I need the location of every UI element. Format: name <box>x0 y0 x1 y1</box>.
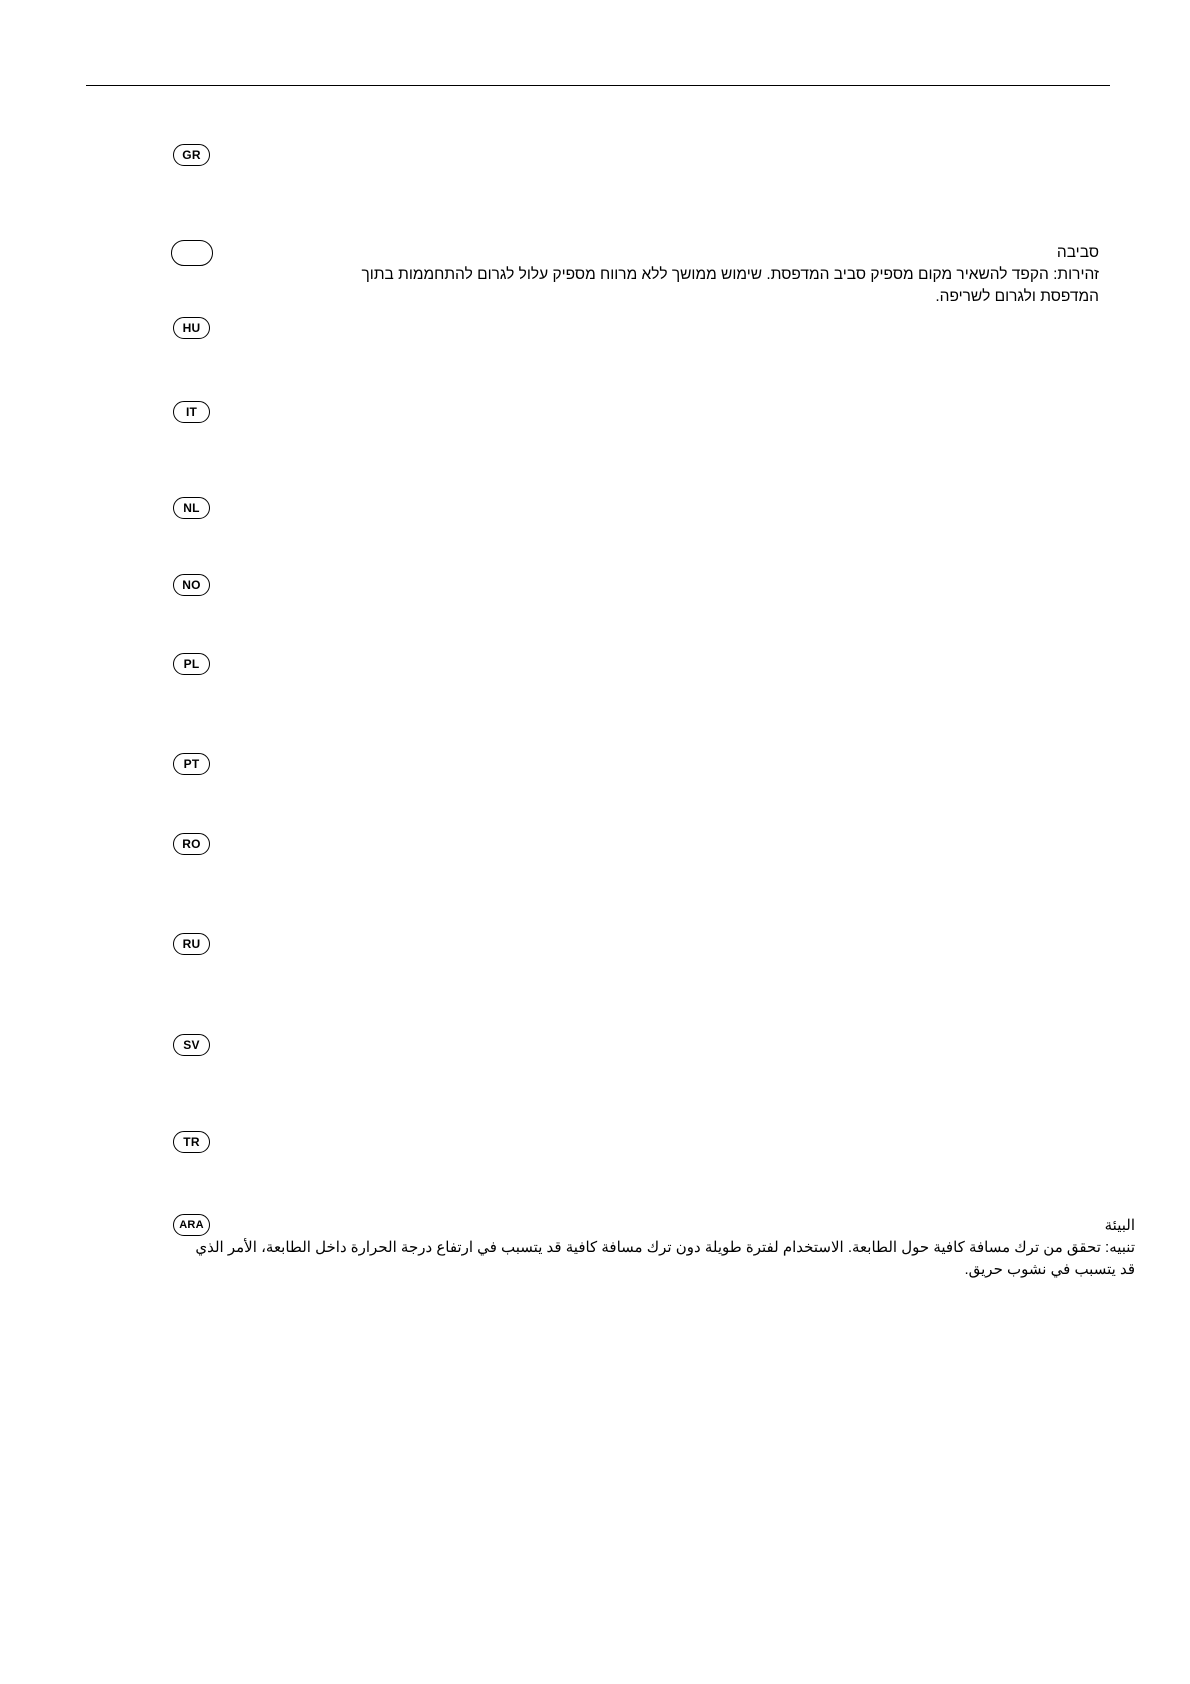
language-badge-ro: RO <box>173 833 210 855</box>
hebrew-section-heading: סביבה <box>1056 244 1099 261</box>
hebrew-caution-line-2: המדפסת ולגרום לשריפה. <box>935 288 1099 305</box>
language-badge-ru: RU <box>173 933 210 955</box>
language-badge-tr: TR <box>173 1131 210 1153</box>
language-badge-gr: GR <box>173 144 210 166</box>
hebrew-environment-section <box>279 242 1099 308</box>
arabic-caution-line-2: قد يتسبب في نشوب حريق. <box>964 1261 1135 1278</box>
arabic-caution-line-1: تنبيه: تحقق من ترك مسافة كافية حول الطابعة. الاستخدام لفترة طويلة دون ترك مسافة كافية قد يتسبب في ارتفاع درجة الحرارة داخل الطابعة، الأمر الذي <box>195 1239 1135 1256</box>
language-badge-pt: PT <box>173 753 210 775</box>
arabic-environment-section <box>185 1215 1135 1281</box>
language-badge-ara: ARA <box>173 1214 210 1236</box>
arabic-section-heading: البيئة <box>1104 1217 1135 1234</box>
language-badge-pl: PL <box>173 653 210 675</box>
hebrew-caution-line-1: זהירות: הקפד להשאיר מקום מספיק סביב המדפסת. שימוש ממושך ללא מרווח מספיק עלול לגרום להתחממות בתוך <box>361 266 1099 283</box>
language-badge-no: NO <box>173 574 210 596</box>
top-rule <box>86 85 1110 86</box>
language-badge-sv: SV <box>173 1034 210 1056</box>
language-badge-hu: HU <box>173 317 210 339</box>
language-badge-he <box>171 240 213 266</box>
language-badge-nl: NL <box>173 497 210 519</box>
language-badge-it: IT <box>173 401 210 423</box>
